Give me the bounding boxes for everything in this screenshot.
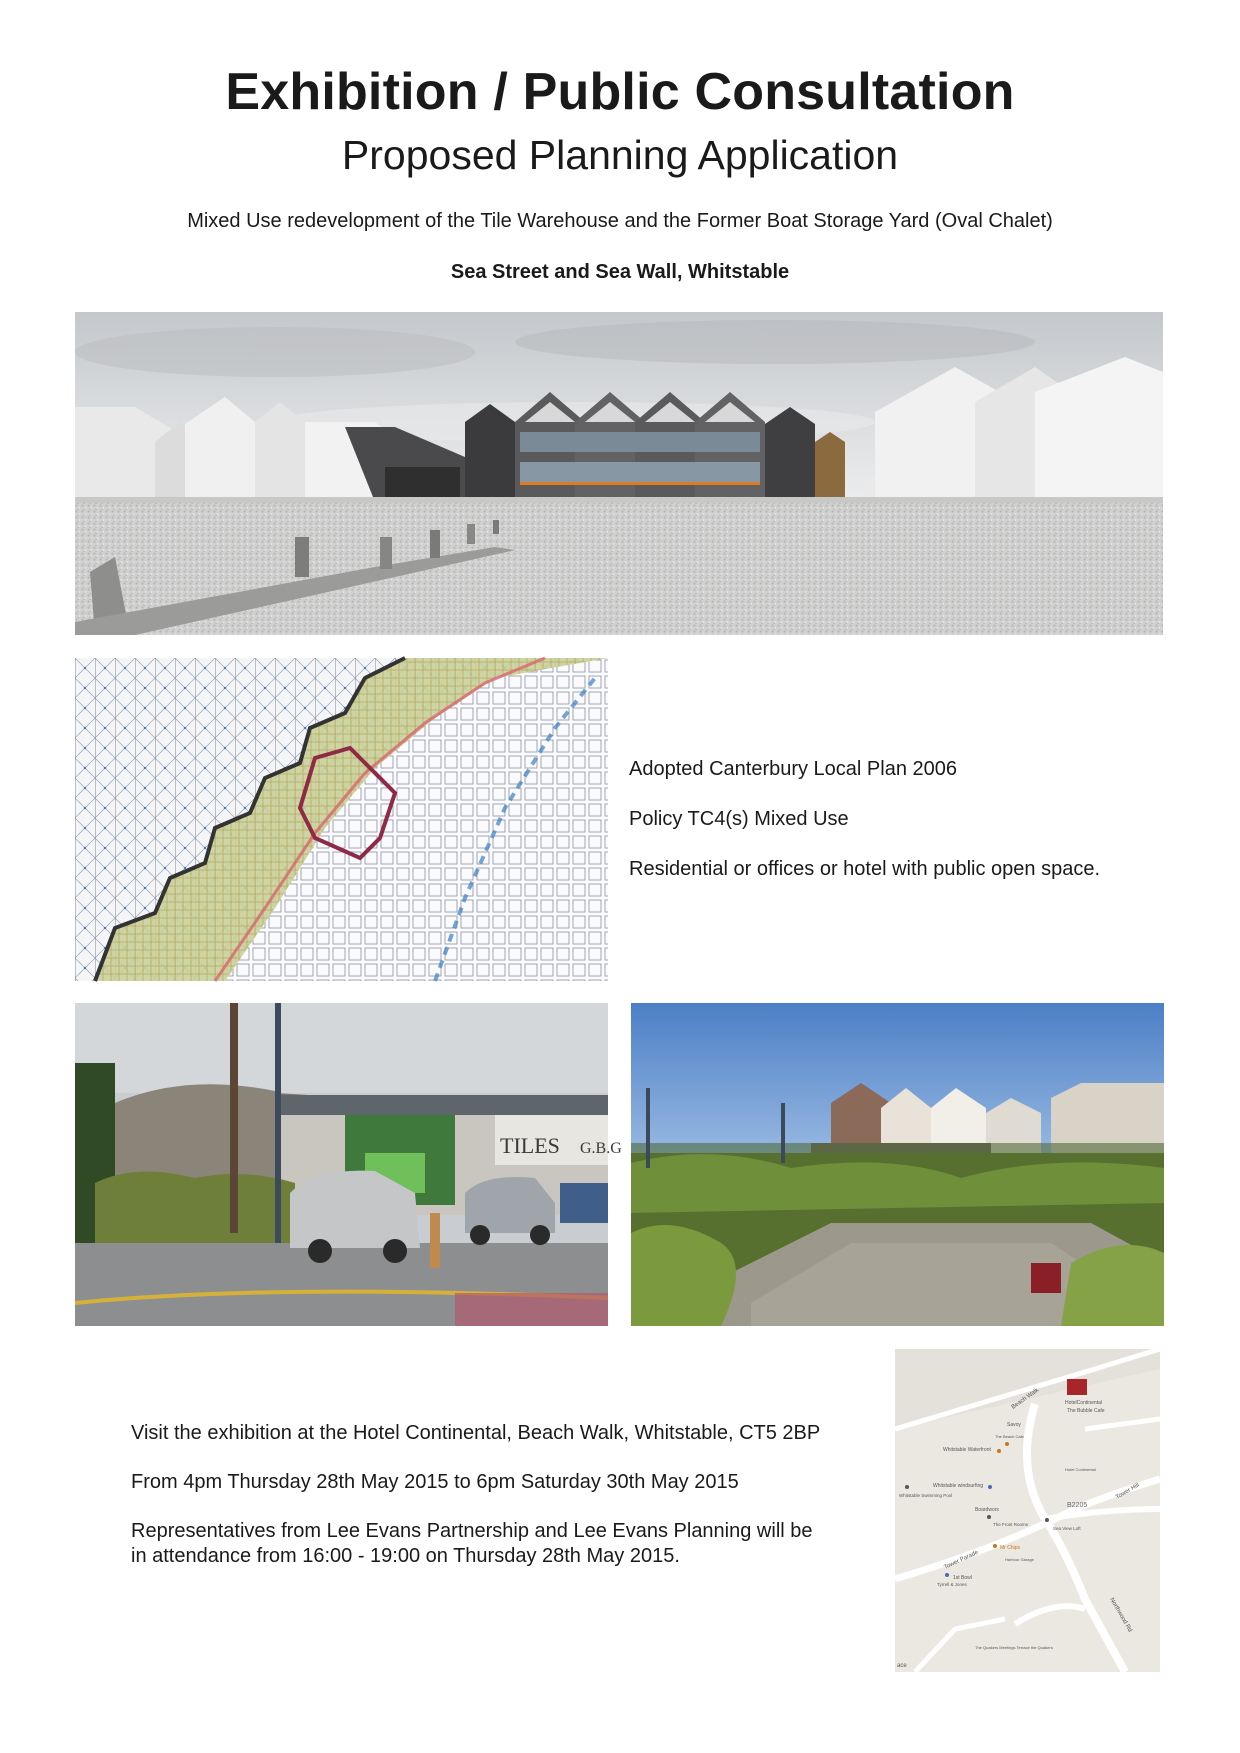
map-label-savoy: Savoy — [1007, 1422, 1021, 1428]
plan-policy-text — [629, 757, 1189, 907]
boat-storage-yard-photo — [631, 1003, 1164, 1326]
poi-icon — [997, 1449, 1001, 1453]
map-label-hotel: HotelContinental — [1065, 1400, 1102, 1406]
poi-icon — [945, 1573, 949, 1577]
page-subtitle: Proposed Planning Application — [341, 132, 899, 178]
hotel-marker — [1067, 1379, 1087, 1395]
map-label-beach-walk: Beach Walk — [1010, 1387, 1041, 1411]
exhibition-dates: From 4pm Thursday 28th May 2015 to 6pm Saturday 30th May 2015 — [131, 1471, 739, 1493]
poi-icon — [1005, 1442, 1009, 1446]
project-location: Sea Street and Sea Wall, Whitstable — [450, 261, 790, 283]
map-label-first-bowl: 1st Bowl — [953, 1575, 972, 1581]
location-map — [895, 1349, 1160, 1672]
poi-icon — [993, 1544, 997, 1548]
exhibition-details — [131, 1421, 891, 1593]
poi-icon — [987, 1515, 991, 1519]
plan-line-2: Policy TC4(s) Mixed Use — [629, 808, 849, 830]
page-title: Exhibition / Public Consultation — [225, 63, 1015, 121]
map-label-swimming-pool: Whitstable Swimming Pool — [899, 1493, 953, 1498]
warehouse-sign-gbg: G.B.G — [580, 1140, 622, 1157]
map-label-beach-cafe: The Beach Cafe — [995, 1434, 1024, 1439]
poi-icon — [905, 1485, 909, 1489]
map-label-northwood-rd: Northwood Rd — [1108, 1597, 1133, 1634]
map-label-mr-chips: Mr Chips — [1000, 1545, 1021, 1551]
map-label-front-rooms: The Front Rooms — [993, 1522, 1029, 1527]
map-label-boardwors: Boardwors — [975, 1507, 999, 1513]
exhibition-venue: Visit the exhibition at the Hotel Continental, Beach Walk, Whitstable, CT5 2BP — [131, 1422, 821, 1444]
map-label-tower-hill: Tower Hill — [1115, 1482, 1141, 1501]
poi-icon — [988, 1485, 992, 1489]
map-label-b2205: B2205 — [1067, 1502, 1088, 1509]
tile-warehouse-photo — [75, 1003, 622, 1326]
map-label-harbour-garage: Harbour Garage — [1005, 1557, 1034, 1562]
local-plan-map — [75, 658, 608, 981]
map-label-tyrrell-jones: Tyrrell & Jones — [937, 1582, 967, 1587]
map-label-tower-parade: Tower Parade — [943, 1549, 980, 1571]
proposed-development-render — [75, 312, 1163, 635]
plan-line-1: Adopted Canterbury Local Plan 2006 — [629, 758, 958, 780]
project-description: Mixed Use redevelopment of the Tile Warehouse and the Former Boat Storage Yard (Oval Chalet) — [187, 210, 1053, 232]
warehouse-sign-tiles: TILES — [500, 1133, 560, 1158]
plan-line-3: Residential or offices or hotel with public open space. — [629, 858, 1101, 880]
map-label-windsurfing: Whitstable windsurfing — [933, 1483, 984, 1489]
poi-icon — [1045, 1518, 1049, 1522]
map-label-bubble-cafe: The Bubble Cafe — [1067, 1408, 1105, 1414]
attendance-details: Representatives from Lee Evans Partnership and Lee Evans Planning will be in attendance from 16:00 - 19:00 on Thursday 28th May 2015. — [131, 1520, 813, 1567]
map-label-sea-view-loft: Sea View Loft — [1053, 1526, 1081, 1531]
map-label-hotel-continental: Hotel Continental — [1065, 1467, 1096, 1472]
map-label-ace: ace — [897, 1663, 907, 1669]
map-label-waterfront: Whitstable Waterfront — [943, 1447, 991, 1453]
map-label-quakers: The Quakers Meetings Terrace the Quakers — [975, 1645, 1053, 1650]
